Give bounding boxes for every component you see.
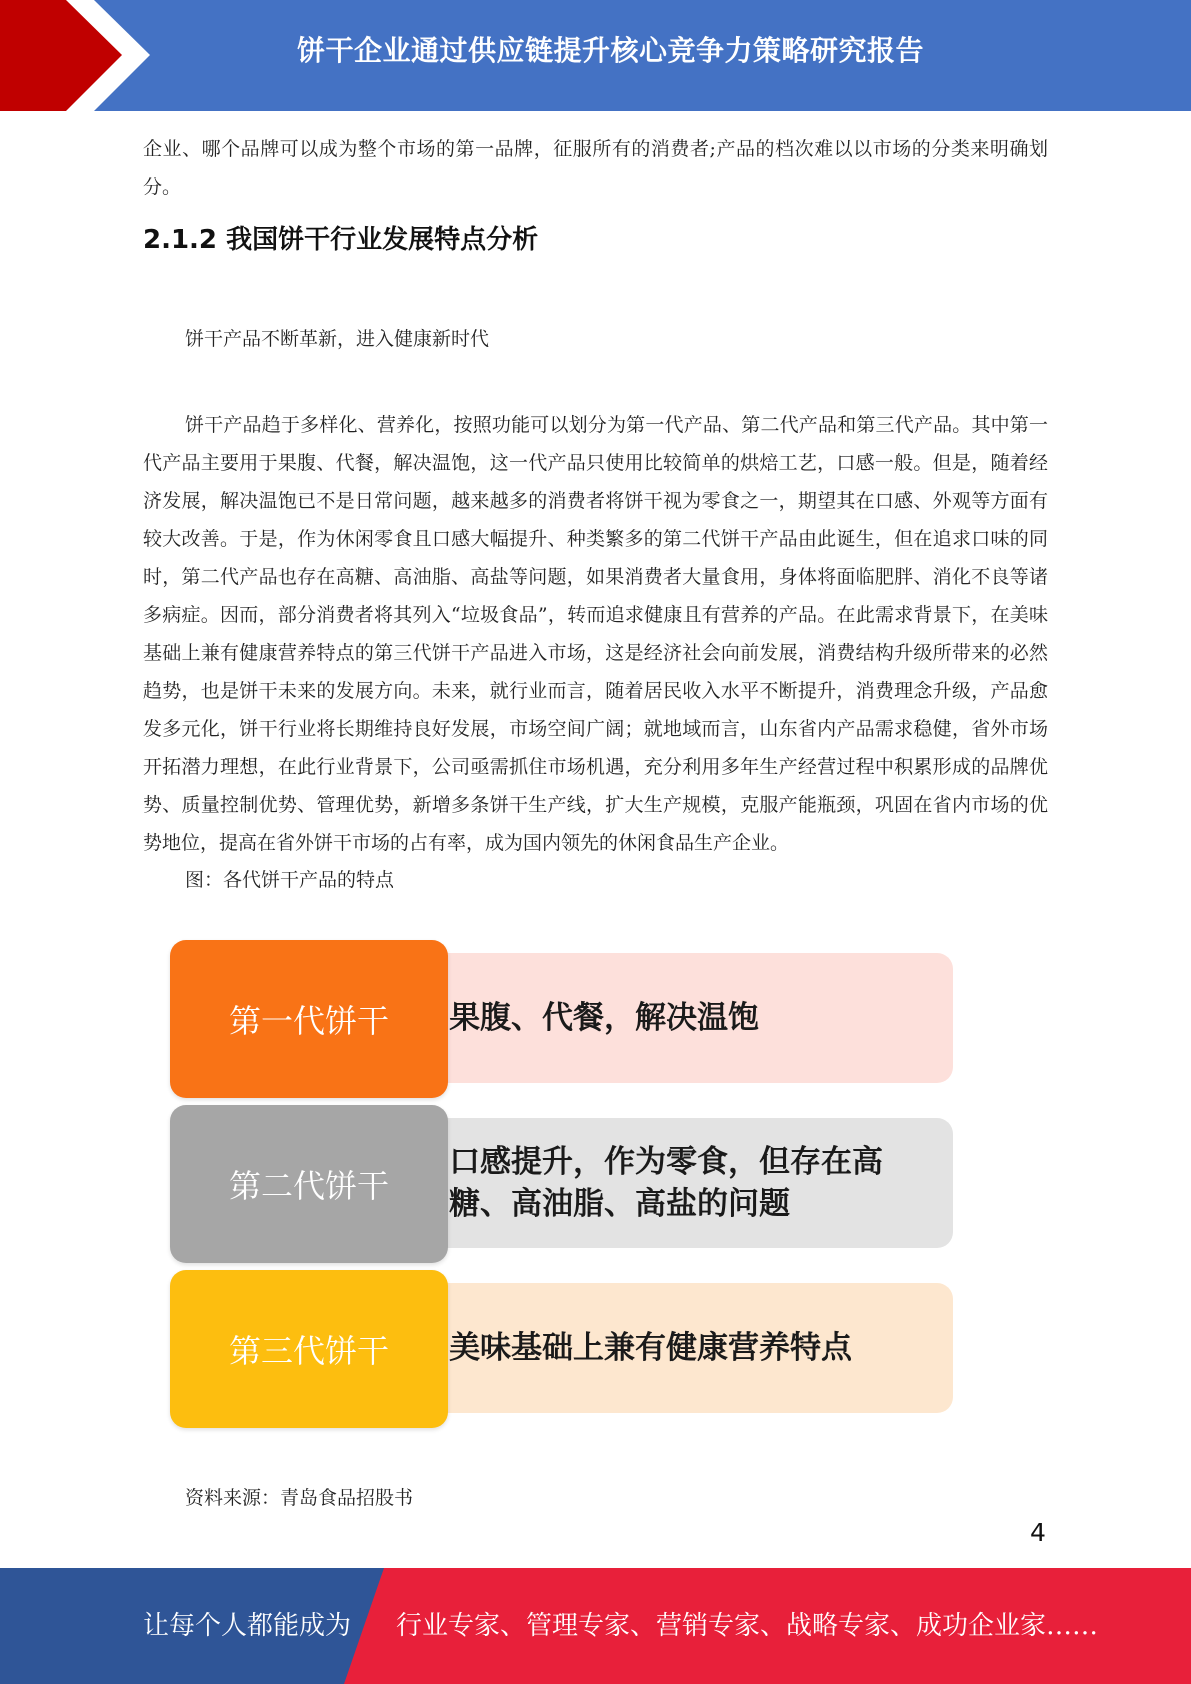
generation-1-description: 果腹、代餐，解决温饱 — [449, 1000, 760, 1036]
generation-1-label: 第一代饼干 — [170, 940, 448, 1098]
document-body — [143, 130, 1048, 898]
generation-row-1 — [170, 940, 955, 1098]
footer-slogan-right: 行业专家、管理专家、营销专家、战略专家、成功企业家…… — [396, 1611, 1099, 1641]
figure-caption: 图：各代饼干产品的特点 — [185, 869, 395, 891]
main-paragraph: 饼干产品趋于多样化、营养化，按照功能可以划分为第一代产品、第二代产品和第三代产品。其中第一代产品主要用于果腹、代餐，解决温饱，这一代产品只使用比较简单的烘焙工艺，口感一般。但是，随着经济发展，解决温饱已不是日常问题，越来越多的消费者将饼干视为零食之一，期望其在口感、外观等方面有较大改善。于是，作为休闲零食且口感大幅提升、种类繁多的第二代饼干产品由此诞生，但在追求口味的同时，第二代产品也存在高糖、高油脂、高盐等问题，如果消费者大量食用，身体将面临肥胖、消化不良等诸多病症。因而，部分消费者将其列入“垃圾食品”，转而追求健康且有营养的产品。在此需求背景下，在美味基础上兼有健康营养特点的第三代饼干产品进入市场，这是经济社会向前发展，消费结构升级所带来的必然趋势，也是饼干未来的发展方向。未来，就行业而言，随着居民收入水平不断提升，消费理念升级，产品愈发多元化，饼干行业将长期维持良好发展，市场空间广阔；就地域而言，山东省内产品需求稳健，省外市场开拓潜力理想，在此行业背景下，公司亟需抓住市场机遇，充分利用多年生产经营过程中积累形成的品牌优势、质量控制优势、管理优势，新增多条饼干生产线，扩大生产规模，克服产能瓶颈，巩固在省内市场的优势地位，提高在省外饼干市场的占有率，成为国内领先的休闲食品生产企业。 — [143, 414, 1048, 854]
generation-2-description: 口感提升，作为零食，但存在高糖、高油脂、高盐的问题 — [449, 1144, 884, 1222]
generation-2-label: 第二代饼干 — [170, 1105, 448, 1263]
generation-1-description-box — [405, 953, 953, 1083]
page-number: 4 — [1030, 1518, 1046, 1547]
section-subtitle: 饼干产品不断革新，进入健康新时代 — [185, 328, 490, 350]
generation-2-description-box — [405, 1118, 953, 1248]
header-title: 饼干企业通过供应链提升核心竞争力策略研究报告 — [296, 34, 924, 67]
generation-row-3 — [170, 1270, 955, 1428]
generation-row-2 — [170, 1105, 955, 1263]
figure-source: 资料来源：青岛食品招股书 — [185, 1487, 414, 1509]
page-header — [0, 0, 1191, 111]
intro-paragraph: 企业、哪个品牌可以成为整个市场的第一品牌，征服所有的消费者;产品的档次难以以市场的分类来明确划分。 — [143, 138, 1048, 198]
footer-slogan-left: 让每个人都能成为 — [143, 1611, 352, 1641]
biscuit-generations-figure — [170, 940, 955, 1435]
page-footer — [0, 1568, 1191, 1684]
section-heading: 2.1.2 我国饼干行业发展特点分析 — [143, 225, 539, 255]
generation-3-description: 美味基础上兼有健康营养特点 — [449, 1330, 853, 1366]
generation-3-description-box — [405, 1283, 953, 1413]
generation-3-label: 第三代饼干 — [170, 1270, 448, 1428]
